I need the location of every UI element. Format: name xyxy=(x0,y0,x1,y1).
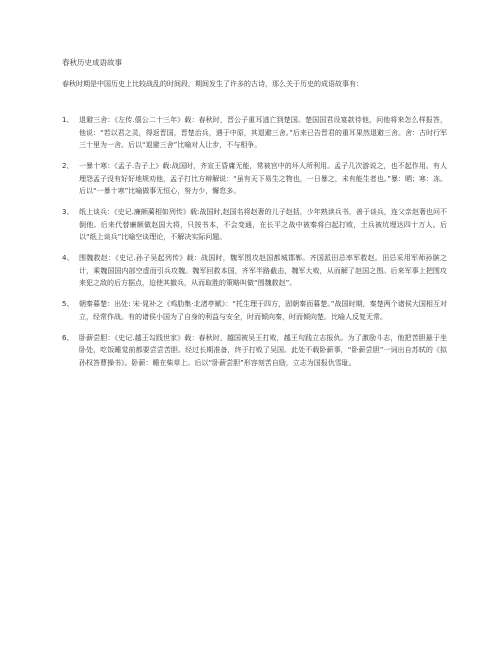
item-number: 5、 xyxy=(62,300,74,308)
intro-paragraph: 春秋时期是中国历史上比较战乱的时间段，期间发生了许多的古诗，那么关于历史的成语故事有： xyxy=(62,80,363,88)
list-item xyxy=(62,298,447,323)
item-text: 退避三舍：《左传.僖公二十三年》载：春秋时，晋公子重耳逃亡到楚国。楚国国君设宴款待他，问他将来怎么样报答，他说：“若以君之灵，得返晋国，晋楚治兵，遇于中原，其退避三舍。”后来已告晋君的重耳果然退避三舍。舍：古时行军三十里为一舍。后以“退避三舍”比喻对人让步，不与相争。 xyxy=(79,116,447,149)
list-item xyxy=(62,206,447,244)
item-number: 3、 xyxy=(62,208,74,216)
item-text: 围魏救赵：《史记.孙子吴起列传》载：战国时，魏军围攻赵国都城邯郸。齐国派田忌率军救赵。田忌采用军师孙膑之计，乘魏国国内部空虚而引兵攻魏。魏军回救本国，齐军半路截击，魏军大败，从而解了赵国之围。后来军事上把围攻来犯之敌的后方据点，迫使其撤兵，从而取胜的策略叫做“围魏救赵”。 xyxy=(79,254,447,287)
item-number: 1、 xyxy=(62,116,74,124)
item-text: 纸上谈兵：《史记.廉颇蔺相如列传》载:战国时,赵国名将赵奢的儿子赵括，少年熟读兵书，善于谈兵，连父亲赵奢也问不倒他。后来代替廉颇做赵国大将，只按书本，不会变通，在长平之战中被秦将白起打败，士兵被坑埋达四十万人。后以“纸上谈兵”比喻空谈理论，不解决实际问题。 xyxy=(79,208,447,241)
item-text: 朝秦暮楚：出处: 宋·晁补之《鸡肋集·北渚亭赋》：“托生理于四方，固朝秦而暮楚。”战国时期，秦楚两个诸侯大国相互对立，经常作战。有的诸侯小国为了自身的利益与安全，时而倾向秦，时而倾向楚。比喻人反复无常。 xyxy=(79,300,447,321)
list-item xyxy=(62,252,447,290)
list-item xyxy=(62,114,447,152)
item-number: 4、 xyxy=(62,254,74,262)
item-number: 2、 xyxy=(62,162,74,170)
item-text: 一暴十寒：《孟子.告子上》载:战国时，齐宣王昏庸无能，常被宫中的坏人所利用。孟子几次游说之，也不起作用。有人埋怨孟子没有好好地规劝他，孟子打比方辩解说：“虽有天下易生之物也，一日暴之，未有能生者也。”暴：晒；寒：冻。后以“一暴十寒”比喻做事无恒心，努力少，懈怠多。 xyxy=(79,162,447,195)
list-item xyxy=(62,332,447,370)
story-list xyxy=(62,114,447,378)
item-number: 6、 xyxy=(62,333,74,342)
item-text: 卧薪尝胆：《史记.越王勾践世家》载：春秋时，越国被吴王打败，越王句践立志报仇。为了激励斗志，他把苦胆悬于坐卧处，吃饭睡觉前都要尝尝苦胆。经过长期准备，终于打败了吴国。此处不载卧薪事，“卧薪尝胆”一词出自苏轼的《拟孙权答曹操书》。卧薪：睡在柴草上。后以“卧薪尝胆”形容刻苦自励，立志为国报仇雪耻。 xyxy=(79,333,447,367)
list-item xyxy=(62,160,447,198)
document-title: 春秋历史成语故事 xyxy=(62,58,122,67)
